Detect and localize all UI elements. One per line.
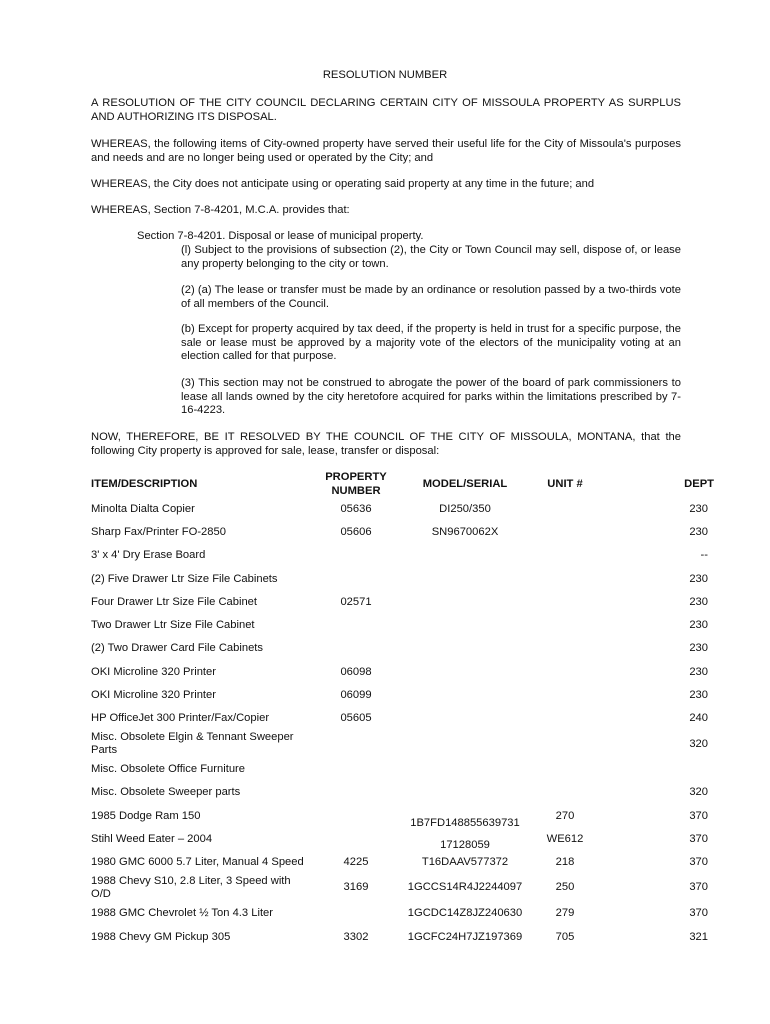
unit-number: 270 [555,810,575,822]
header-model-serial: MODEL/SERIAL [422,478,508,490]
item-description: OKI Microline 320 Printer [91,666,216,678]
item-description: 1988 Chevy S10, 2.8 Liter, 3 Speed with [91,875,291,887]
item-description: Misc. Obsolete Office Furniture [91,763,245,775]
header-department: DEPT [684,478,714,490]
department: 320 [689,738,708,750]
item-description: (2) Two Drawer Card File Cabinets [91,642,264,654]
property-number: 06099 [340,689,372,701]
department: 230 [689,666,708,678]
department: 230 [689,642,708,654]
department: -- [700,549,708,561]
item-description-continued: Parts [91,744,118,756]
item-description: 1980 GMC 6000 5.7 Liter, Manual 4 Speed [91,856,304,868]
model-serial: DI250/350 [439,503,491,515]
whereas-paragraph-3: WHEREAS, Section 7-8-4201, M.C.A. provides that: [91,204,350,216]
property-number: 05636 [340,503,372,515]
header-property-line1: PROPERTY [325,471,387,483]
item-description: Two Drawer Ltr Size File Cabinet [91,619,255,631]
property-number: 02571 [340,596,372,608]
department: 230 [689,619,708,631]
item-description: 1988 GMC Chevrolet ½ Ton 4.3 Liter [91,907,273,919]
item-description: (2) Five Drawer Ltr Size File Cabinets [91,573,278,585]
header-unit-number: UNIT # [547,478,583,490]
statute-subsection-2b: (b) Except for property acquired by tax deed, if the property is held in trust for a specific purpose, the sale or lease must be approved by a majority vote of the electors of the municipality voting at an election called for that purpose. [181,323,681,362]
resolution-heading: A RESOLUTION OF THE CITY COUNCIL DECLARING CERTAIN CITY OF MISSOULA PROPERTY AS SURPLUS AND AUTHORIZING ITS DISPOSAL. [91,97,681,123]
property-number: 05606 [340,526,372,538]
model-serial: 1GCFC24H7JZ197369 [407,931,523,943]
department: 370 [689,856,708,868]
statute-title: Section 7-8-4201. Disposal or lease of municipal property. [137,230,424,242]
item-description: OKI Microline 320 Printer [91,689,216,701]
whereas-paragraph-1: WHEREAS, the following items of City-owned property have served their useful life for the City of Missoula's purposes and needs and are no longer being used or operated by the City; and [91,138,681,164]
item-description-continued: O/D [91,888,111,900]
page-title: RESOLUTION NUMBER [322,69,448,81]
item-description: Misc. Obsolete Sweeper parts [91,786,241,798]
department: 230 [689,689,708,701]
header-property-number [300,471,412,498]
header-item-description: ITEM/DESCRIPTION [91,478,198,490]
property-number: 3169 [343,881,369,893]
item-description: Minolta Dialta Copier [91,503,195,515]
model-serial: T16DAAV577372 [421,856,509,868]
item-description: 1985 Dodge Ram 150 [91,810,201,822]
property-number: 05605 [340,712,372,724]
item-description: Four Drawer Ltr Size File Cabinet [91,596,258,608]
item-description: HP OfficeJet 300 Printer/Fax/Copier [91,712,270,724]
department: 370 [689,833,708,845]
department: 370 [689,881,708,893]
item-description: Misc. Obsolete Elgin & Tennant Sweeper [91,731,294,743]
statute-subsection-1: (l) Subject to the provisions of subsection (2), the City or Town Council may sell, dispose of, or lease any property belonging to the city or town. [181,244,681,270]
whereas-paragraph-2: WHEREAS, the City does not anticipate using or operating said property at any time in the future; and [91,178,595,190]
item-description: Stihl Weed Eater – 2004 [91,833,213,845]
department: 321 [689,931,708,943]
item-description: 1988 Chevy GM Pickup 305 [91,931,231,943]
statute-subsection-3: (3) This section may not be construed to abrogate the power of the board of park commissioners to lease all lands owned by the city heretofore acquired for parks within the limitations prescribed by 7-16-4223. [181,377,681,416]
department: 230 [689,526,708,538]
property-number: 4225 [343,856,369,868]
unit-number: 218 [555,856,575,868]
unit-number: 250 [555,881,575,893]
property-number: 06098 [340,666,372,678]
item-description: 3' x 4' Dry Erase Board [91,549,206,561]
department: 230 [689,503,708,515]
model-serial: 1GCCS14R4J2244097 [407,881,523,893]
unit-number: 705 [555,931,575,943]
department: 230 [689,573,708,585]
department: 320 [689,786,708,798]
model-serial: 1B7FD148855639731 [410,817,520,829]
model-serial: 17128059 [440,839,490,851]
model-serial: SN9670062X [431,526,499,538]
resolved-paragraph: NOW, THEREFORE, BE IT RESOLVED BY THE COUNCIL OF THE CITY OF MISSOULA, MONTANA, that the following City property is approved for sale, lease, transfer or disposal: [91,431,681,457]
statute-subsection-2a: (2) (a) The lease or transfer must be made by an ordinance or resolution passed by a two-thirds vote of all members of the Council. [181,284,681,310]
department: 370 [689,907,708,919]
department: 370 [689,810,708,822]
header-property-line2: NUMBER [331,484,381,497]
unit-number: 279 [555,907,575,919]
unit-number: WE612 [546,833,584,845]
department: 240 [689,712,708,724]
department: 230 [689,596,708,608]
model-serial: 1GCDC14Z8JZ240630 [407,907,523,919]
item-description: Sharp Fax/Printer FO-2850 [91,526,226,538]
property-number: 3302 [343,931,369,943]
